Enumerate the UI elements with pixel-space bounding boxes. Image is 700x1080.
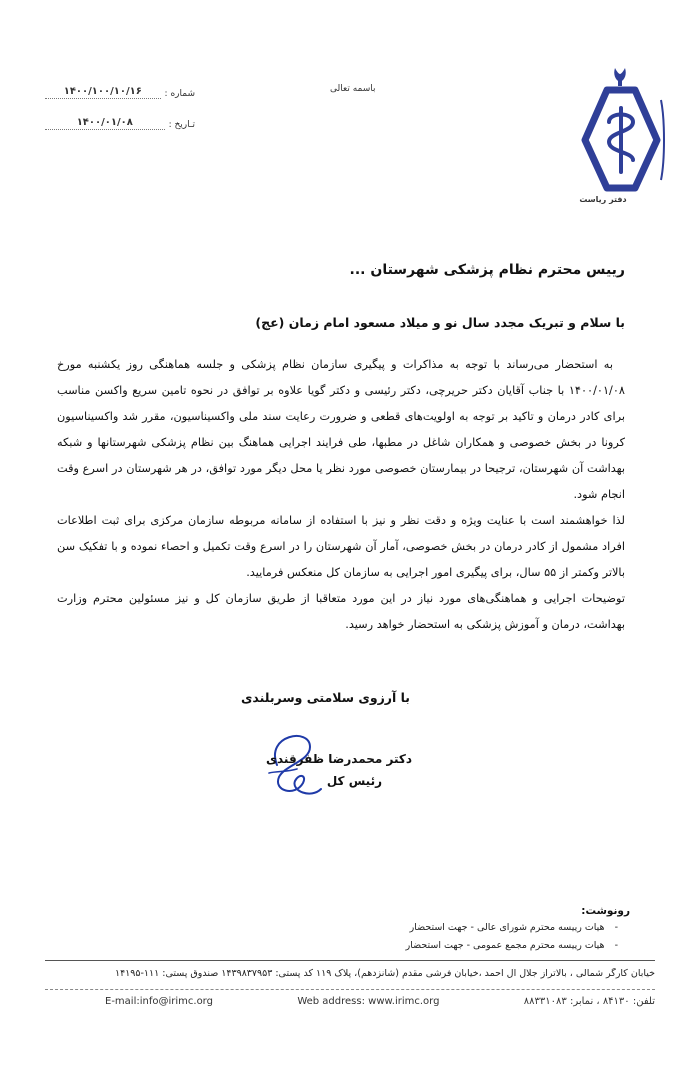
- cc-item-text: هیات رییسه محترم مجمع عمومی - جهت استحضار: [405, 940, 605, 951]
- letter-addressee: رییس محترم نظام پزشکی شهرستان ...: [349, 262, 625, 278]
- body-paragraph-3: توضیحات اجرایی و هماهنگی‌های مورد نیاز در این مورد متعاقبا از طریق سازمان کل و نیز مسئولین محترم وزارت بهداشت، درمان و آموزش پزشکی به استحضار خواهد رسید.: [57, 592, 625, 631]
- footer-phones: تلفن: ۸۴۱۳۰ ، نمابر: ۸۸۳۳۱۰۸۳: [523, 996, 655, 1007]
- signer-name: دکتر محمدرضا ظفرقندی: [265, 752, 412, 766]
- footer-address: خیابان کارگر شمالی ، بالاتراز جلال آل احمد ،خیابان فرشی مقدم (شانزدهم)، پلاک ۱۱۹ کد پستی: ۱۴۳۹۸۳۷۹۵۳ صندوق پستی: ۱۱۱-۱۴۱۹۵: [114, 968, 655, 979]
- footer-divider: [45, 960, 655, 961]
- signer-title: رئیس کل: [326, 774, 382, 788]
- bismillah-heading: باسمه تعالی: [330, 84, 376, 94]
- cc-item-text: هیات رییسه محترم شورای عالی - جهت استحضار: [409, 922, 605, 933]
- letter-date-row: [45, 117, 195, 130]
- logo-subtitle: دفتر ریاست: [579, 195, 627, 204]
- letter-number-row: [45, 86, 195, 99]
- footer-email: E-mail:info@irimc.org: [105, 996, 213, 1007]
- footer-divider-dashed: [45, 989, 655, 990]
- letter-number-label: شماره :: [164, 89, 195, 99]
- footer-contact: [105, 996, 655, 1007]
- body-paragraph-2: لذا خواهشمند است با عنایت ویژه و دقت نظر و نیز با استفاده از سامانه مربوطه سازمان مرکزی برای ثبت اطلاعات افراد مشمول از کادر درمان در بخش خصوصی، آمار آن شهرستان را در اسرع وقت تکمیل و احصاء نموده و با تفکیک سن بالاتر وکمتر از ۵۵ سال، برای پیگیری امور اجرایی به سازمان کل منعکس فرمایید.: [57, 514, 625, 579]
- letter-date-label: تـاریخ :: [168, 120, 195, 130]
- letter-number-value: ۱۴۰۰/۱۰۰/۱۰/۱۶: [45, 86, 161, 99]
- cc-title: رونوشت:: [581, 905, 630, 917]
- letter-closing: با آرزوی سلامتی وسربلندی: [240, 690, 410, 705]
- letter-body: [57, 352, 625, 638]
- letter-greeting: با سلام و تبریک مجدد سال نو و میلاد مسعود امام زمان (عج): [255, 315, 625, 330]
- bullet-dash-icon: -: [614, 922, 618, 933]
- body-paragraph-1: به استحضار می‌رساند با توجه به مذاکرات و پیگیری سازمان نظام پزشکی و جلسه هماهنگی روز یکشنبه مورخ ۱۴۰۰/۰۱/۰۸ با جناب آقایان دکتر حریرچی، دکتر رئیسی و دکتر گویا علاوه بر توافق در نحوه تامین سریع واکسن مناسب برای کادر درمان و تاکید بر توجه به اولویت‌های قطعی و ضرورت رعایت سند ملی واکسیناسیون، مقرر شد واکسیناسیون کرونا در بخش خصوصی و همکاران شاغل در مطبها، طی فرایند اجرایی هماهنگ بین نظام پزشکی شهرستانها و شبکه بهداشت آن شهرستان، ترجیحا در بیمارستان خصوصی مورد نظر یا محل دیگر مورد توافق، در هر شهرستان در اسرع وقت انجام شود.: [57, 358, 625, 501]
- cc-item: [410, 922, 618, 933]
- bullet-dash-icon: -: [614, 940, 618, 951]
- footer-web: Web address: www.irimc.org: [297, 996, 440, 1007]
- organization-logo: [565, 60, 675, 210]
- letter-date-value: ۱۴۰۰/۰۱/۰۸: [45, 117, 165, 130]
- cc-item: [406, 940, 618, 951]
